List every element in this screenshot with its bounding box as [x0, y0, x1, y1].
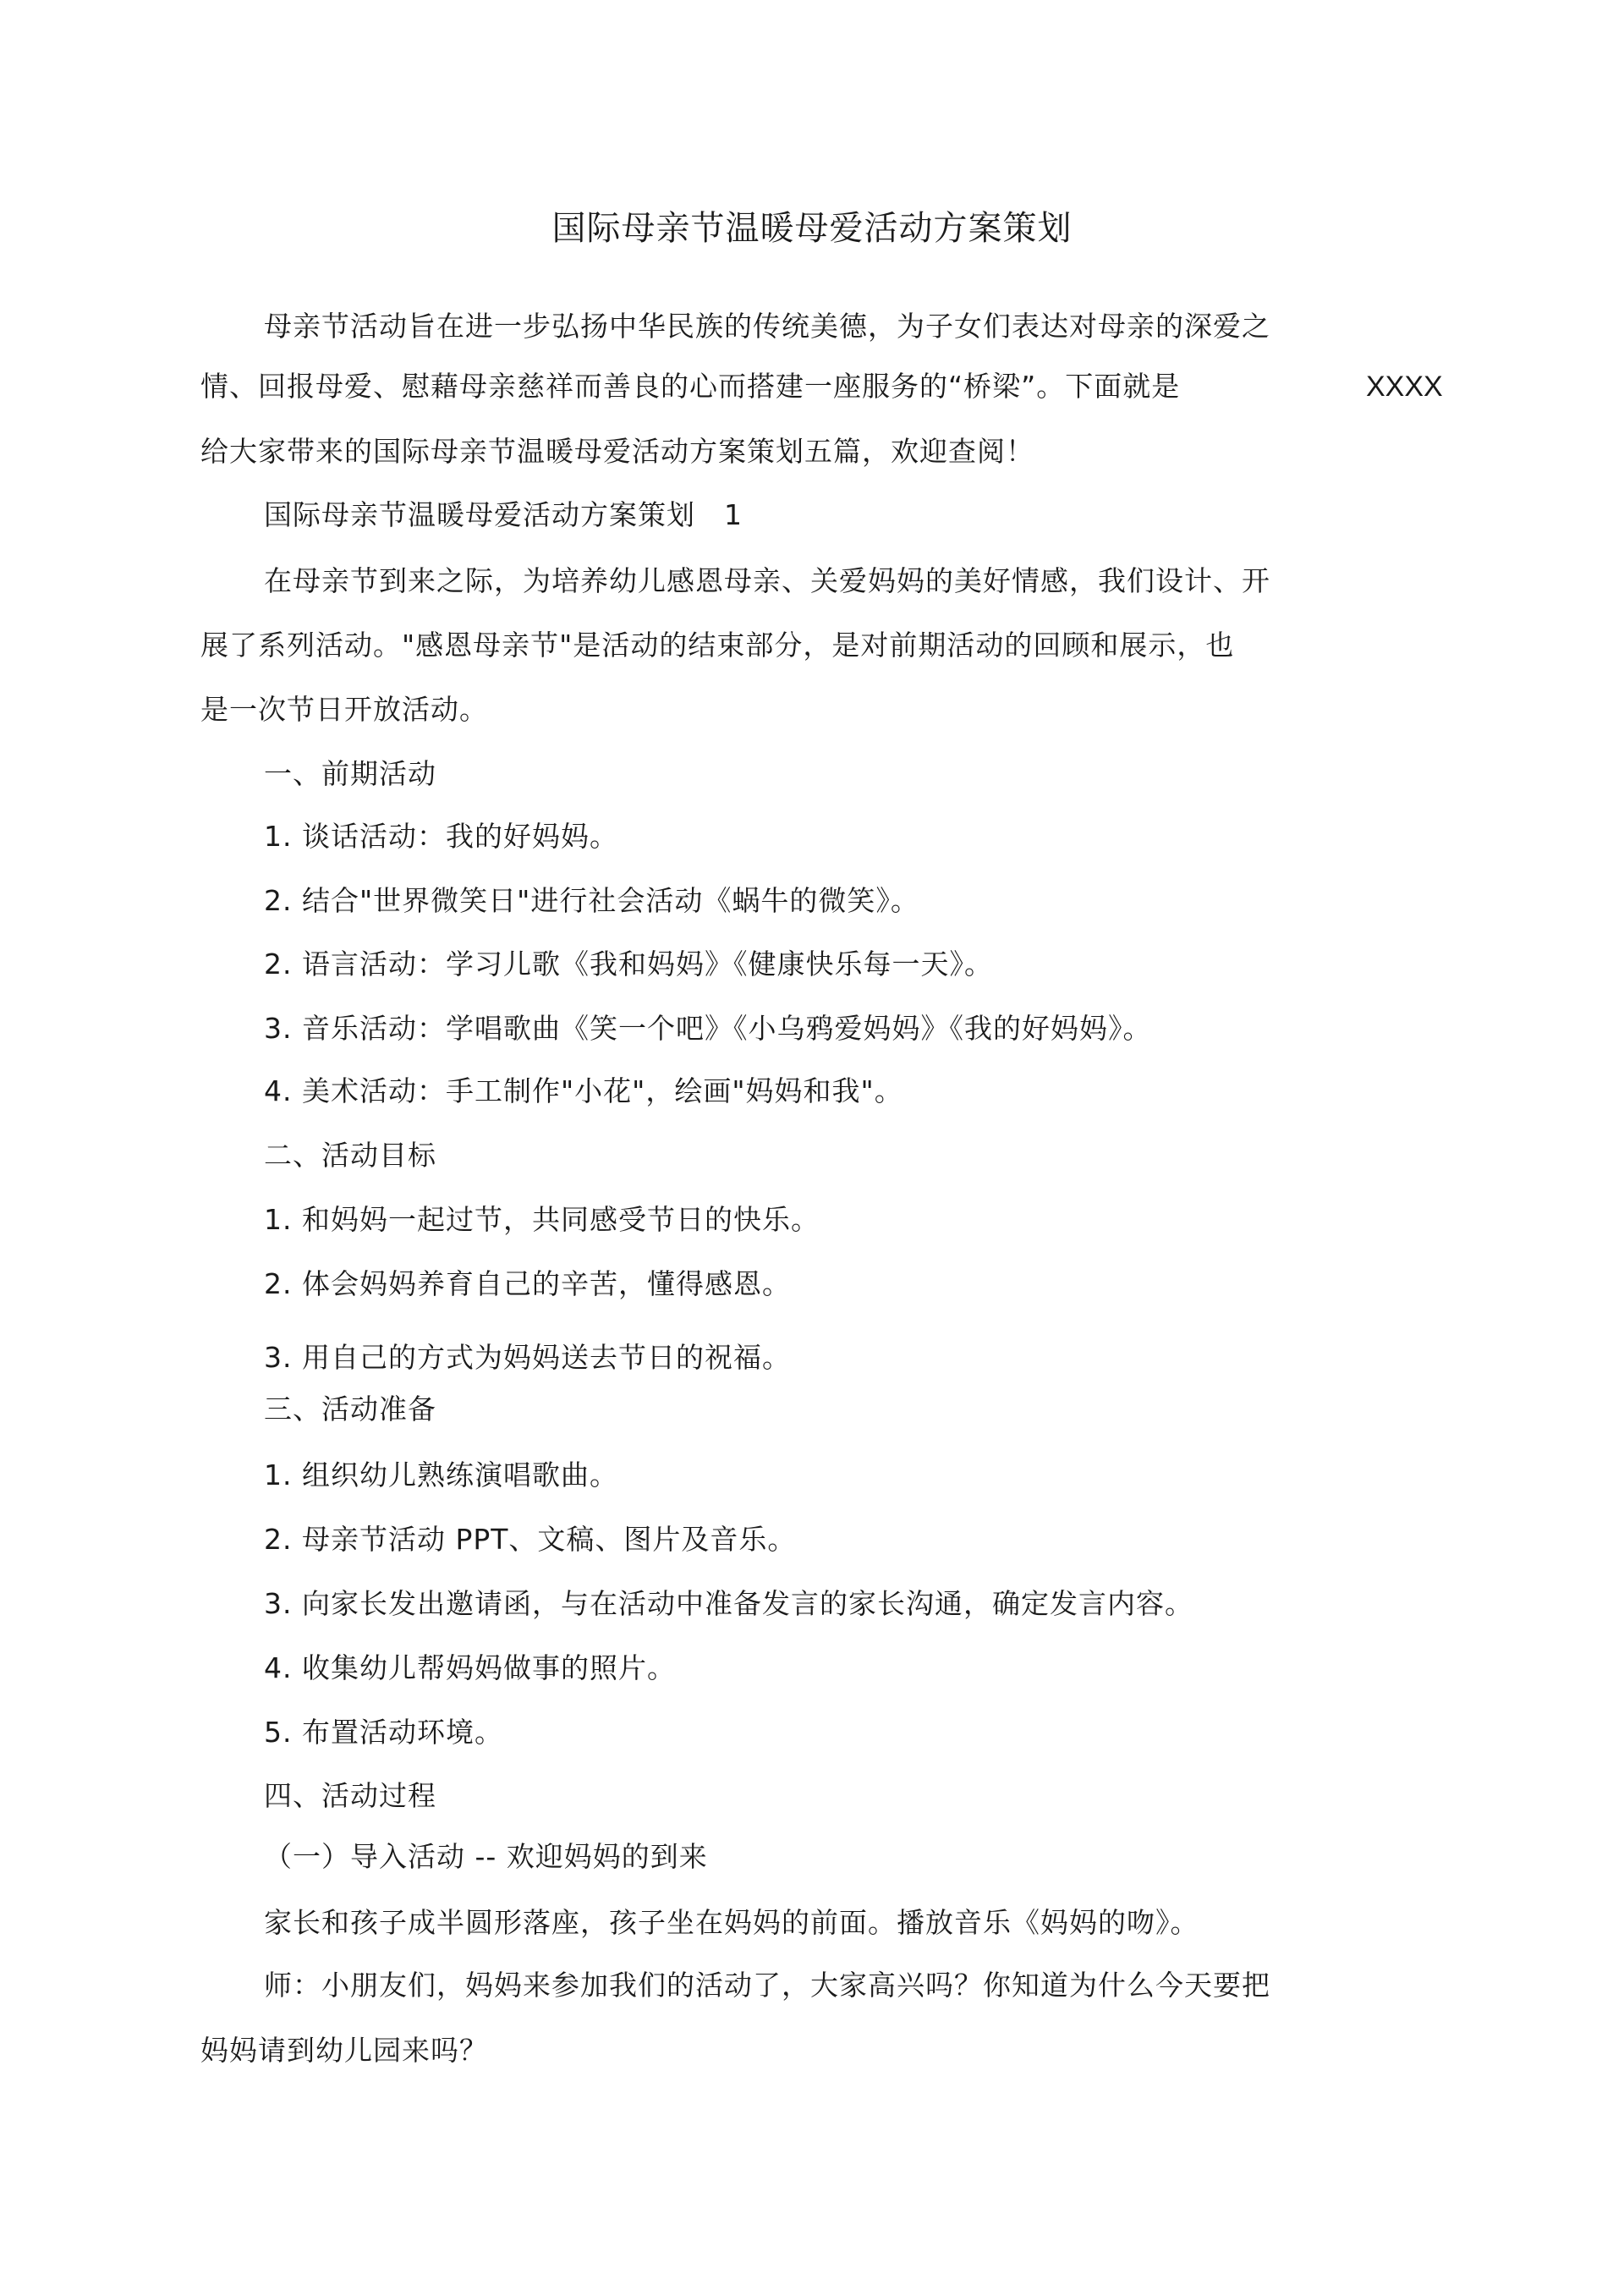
para1-line-3: 是一次节日开放活动。 — [200, 693, 488, 726]
para1-line-1: 在母亲节到来之际，为培养幼儿感恩母亲、关爱妈妈的美好情感，我们设计、开 — [264, 564, 1270, 597]
list-item: 1. 谈话活动：我的好妈妈。 — [264, 820, 618, 853]
subsection-heading: （一）导入活动 -- 欢迎妈妈的到来 — [264, 1840, 708, 1873]
section-heading: 二、活动目标 — [264, 1139, 436, 1172]
list-item: 1. 和妈妈一起过节，共同感受节日的快乐。 — [264, 1203, 820, 1236]
list-item: 1. 组织幼儿熟练演唱歌曲。 — [264, 1458, 618, 1491]
paragraph-line: 家长和孩子成半圆形落座，孩子坐在妈妈的前面。播放音乐《妈妈的吻》。 — [264, 1906, 1199, 1939]
intro-line-3: 给大家带来的国际母亲节温暖母爱活动方案策划五篇，欢迎查阅！ — [200, 435, 1034, 468]
paragraph-line: 师：小朋友们，妈妈来参加我们的活动了，大家高兴吗？你知道为什么今天要把 — [264, 1969, 1270, 2002]
intro-line-1: 母亲节活动旨在进一步弘扬中华民族的传统美德，为子女们表达对母亲的深爱之 — [264, 310, 1270, 343]
list-item: 3. 向家长发出邀请函，与在活动中准备发言的家长沟通，确定发言内容。 — [264, 1587, 1193, 1620]
section-heading: 一、前期活动 — [264, 757, 436, 790]
list-item: 4. 收集幼儿帮妈妈做事的照片。 — [264, 1651, 676, 1684]
list-item: 5. 布置活动环境。 — [264, 1716, 503, 1749]
list-item: 3. 用自己的方式为妈妈送去节日的祝福。 — [264, 1341, 791, 1374]
paragraph-line: 妈妈请到幼儿园来吗？ — [200, 2034, 488, 2067]
document-title: 国际母亲节温暖母爱活动方案策划 — [551, 209, 1073, 248]
list-item: 3. 音乐活动：学唱歌曲《笑一个吧》《小乌鸦爱妈妈》《我的好妈妈》。 — [264, 1012, 1152, 1045]
intro-placeholder-tag: XXXX — [1366, 371, 1443, 403]
para1-line-2: 展了系列活动。"感恩母亲节"是活动的结束部分，是对前期活动的回顾和展示，也 — [200, 629, 1235, 662]
list-item: 2. 结合"世界微笑日"进行社会活动《蜗牛的微笑》。 — [264, 884, 919, 917]
list-item: 2. 体会妈妈养育自己的辛苦，懂得感恩。 — [264, 1267, 791, 1300]
intro-line-2: 情、回报母爱、慰藉母亲慈祥而善良的心而搭建一座服务的“桥梁”。下面就是 — [200, 370, 1181, 403]
list-item: 4. 美术活动：手工制作"小花"，绘画"妈妈和我"。 — [264, 1074, 903, 1107]
plan-heading: 国际母亲节温暖母爱活动方案策划 1 — [264, 498, 743, 531]
list-item: 2. 母亲节活动 PPT、文稿、图片及音乐。 — [264, 1523, 797, 1556]
section-heading: 三、活动准备 — [264, 1392, 436, 1425]
list-item: 2. 语言活动：学习儿歌《我和妈妈》《健康快乐每一天》。 — [264, 948, 993, 980]
section-heading: 四、活动过程 — [264, 1779, 436, 1812]
